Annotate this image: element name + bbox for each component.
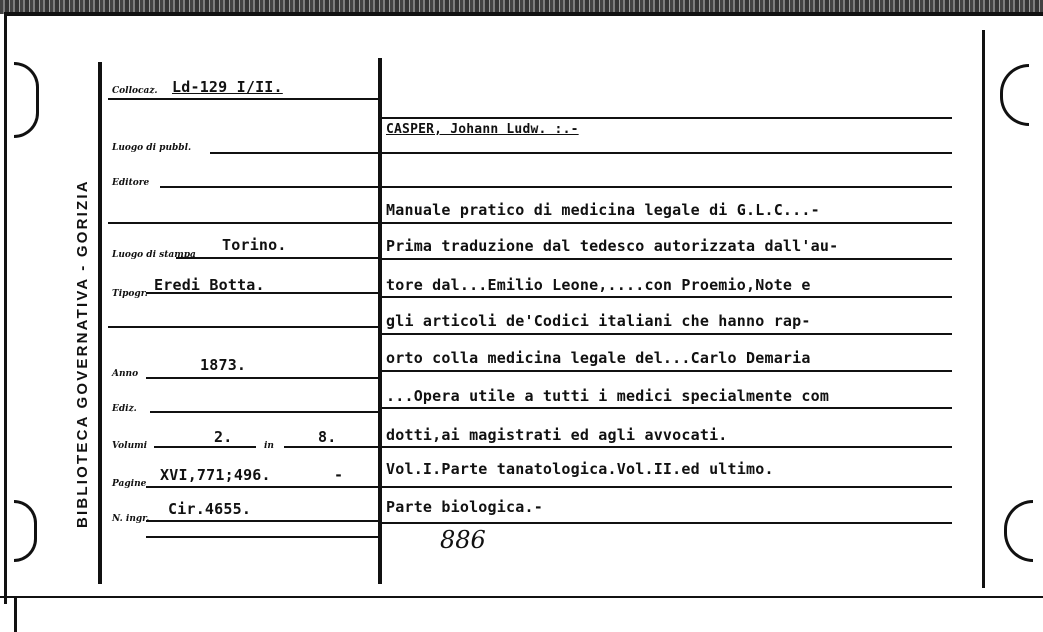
value-pagine-dash: - (334, 466, 344, 484)
rule (150, 411, 378, 413)
rule (108, 326, 378, 328)
label-editore: Editore (112, 178, 150, 188)
rule (382, 258, 952, 260)
handwritten-number: 886 (440, 526, 486, 554)
rule (146, 377, 378, 379)
value-tipogr: Eredi Botta. (154, 276, 265, 294)
rule (382, 222, 952, 224)
label-in: in (264, 441, 274, 451)
label-edizione: Ediz. (112, 404, 137, 414)
author-heading: CASPER, Johann Ludw. :.- (386, 122, 579, 137)
center-rule (378, 58, 382, 584)
library-stamp: BIBLIOTECA GOVERNATIVA - GORIZIA (74, 179, 91, 528)
rule (382, 522, 952, 524)
value-anno: 1873. (200, 356, 247, 374)
rule (154, 446, 256, 448)
rule (210, 152, 378, 154)
label-anno: Anno (112, 369, 139, 379)
bottom-card-edge (0, 596, 1043, 598)
rule (108, 222, 378, 224)
rule (146, 520, 378, 522)
value-collocazione: Ld-129 I/II. (172, 78, 283, 96)
label-volumi: Volumi (112, 441, 148, 451)
rule (382, 333, 952, 335)
label-collocazione: Collocaz. (112, 86, 158, 96)
value-n-ingr: Cir.4655. (168, 500, 252, 518)
text-line-8: Vol.I.Parte tanatologica.Vol.II.ed ultimo. (386, 460, 774, 478)
rule (382, 152, 952, 154)
text-line-4: gli articoli de'Codici italiani che hanno rap- (386, 312, 811, 330)
value-volumi: 2. (214, 428, 233, 446)
text-line-5: orto colla medicina legale del...Carlo Demaria (386, 349, 811, 367)
text-line-3: tore dal...Emilio Leone,....con Proemio,Note e (386, 276, 811, 294)
label-pagine: Pagine (112, 479, 147, 489)
value-luogo-stampa: Torino. (222, 236, 287, 254)
value-pagine: XVI,771;496. (160, 466, 271, 484)
right-card-edge (982, 30, 985, 588)
text-line-7: dotti,ai magistrati ed agli avvocati. (386, 426, 728, 444)
rule (382, 296, 952, 298)
rule (382, 486, 952, 488)
text-line-1: Manuale pratico di medicina legale di G.L.C...- (386, 201, 820, 219)
rule (382, 117, 952, 119)
rule (382, 407, 952, 409)
rule (108, 98, 378, 100)
rule (382, 186, 952, 188)
rule (284, 446, 378, 448)
bottom-left-edge (14, 598, 17, 632)
rule (146, 486, 378, 488)
text-line-6: ...Opera utile a tutti i medici specialmente com (386, 387, 830, 405)
label-tipogr: Tipogr. (112, 289, 148, 299)
text-line-9: Parte biologica.- (386, 498, 543, 516)
rule (176, 257, 378, 259)
rule (146, 536, 378, 538)
rule (382, 370, 952, 372)
rule (160, 186, 378, 188)
left-margin-rule (98, 62, 102, 584)
rule (382, 446, 952, 448)
text-line-2: Prima traduzione dal tedesco autorizzata dall'au- (386, 237, 839, 255)
label-n-ingr: N. ingr. (112, 514, 150, 524)
label-luogo-stampa: Luogo di stampa (112, 250, 196, 260)
label-luogo-pubbl: Luogo di pubbl. (112, 143, 192, 153)
value-in: 8. (318, 428, 337, 446)
